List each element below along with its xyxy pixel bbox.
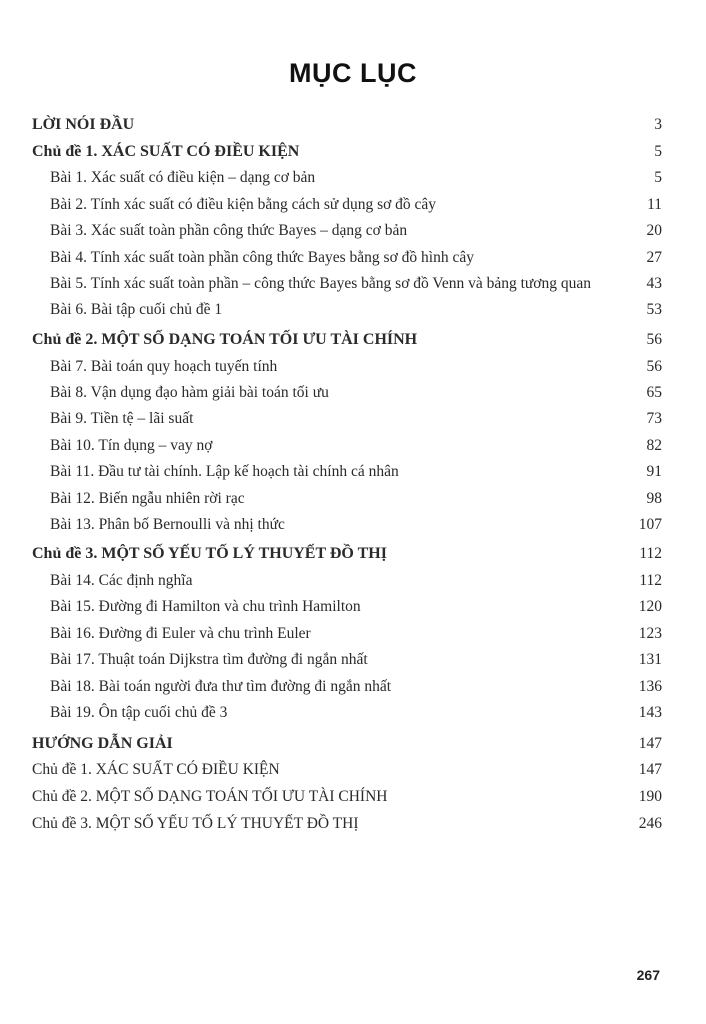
toc-entry [32,437,662,461]
toc-entry-page: 112 [639,572,662,589]
toc-entry-page: 43 [646,275,662,292]
toc-entry [32,196,662,220]
toc-entry-page: 5 [654,143,662,160]
toc-entry-title: Bài 9. Tiền tệ – lãi suất [50,410,194,427]
toc-entry-page: 20 [646,222,662,239]
toc-entry [32,545,662,569]
toc-entry [32,572,662,596]
toc-entry-page: 27 [646,249,662,266]
toc-entry-page: 112 [639,545,662,562]
toc-entry [32,463,662,487]
toc-entry [32,516,662,540]
toc-entry-title: HƯỚNG DẪN GIẢI [32,735,173,752]
toc-entry-page: 3 [654,116,662,133]
toc-entry-page: 91 [646,463,662,480]
toc-entry-page: 5 [654,169,662,186]
toc-entry-title: Bài 8. Vận dụng đạo hàm giải bài toán tối ưu [50,384,329,401]
toc-entry [32,275,662,299]
toc-entry [32,788,662,812]
toc-entry-title: Bài 13. Phân bố Bernoulli và nhị thức [50,516,285,533]
toc-entry [32,384,662,408]
toc-entry-title: Chủ đề 2. MỘT SỐ DẠNG TOÁN TỐI ƯU TÀI CHÍNH [32,331,418,348]
toc-entry [32,331,662,355]
toc-entry-page: 123 [638,625,662,642]
toc-entry-page: 73 [646,410,662,427]
toc-entry-title: Bài 14. Các định nghĩa [50,572,193,589]
toc-entry-title: Bài 19. Ôn tập cuối chủ đề 3 [50,704,228,721]
toc-entry-page: 107 [638,516,662,533]
toc-entry [32,249,662,273]
toc-entry-title: Bài 7. Bài toán quy hoạch tuyến tính [50,358,278,375]
toc-entry [32,598,662,622]
page-title: MỤC LỤC [289,58,417,88]
toc-entry [32,815,662,839]
toc-entry [32,625,662,649]
toc-entry [32,222,662,246]
toc-entry-title: Chủ đề 3. MỘT SỐ YẾU TỐ LÝ THUYẾT ĐỒ THỊ [32,545,387,562]
toc-entry-page: 53 [646,301,662,318]
toc-entry-title: LỜI NÓI ĐẦU [32,116,135,133]
toc-entry-page: 147 [638,735,662,752]
toc-entry [32,169,662,193]
toc-entry-title: Bài 16. Đường đi Euler và chu trình Euler [50,625,311,642]
toc-entry-page: 143 [638,704,662,721]
toc-entry-page: 11 [647,196,662,213]
toc-entry-page: 82 [646,437,662,454]
toc-entry-title: Chủ đề 3. MỘT SỐ YẾU TỐ LÝ THUYẾT ĐỒ THỊ [32,815,359,832]
toc-entry [32,143,662,167]
toc-entry [32,761,662,785]
toc-entry-page: 136 [638,678,662,695]
page-number: 267 [636,967,660,983]
toc-entry-title: Bài 18. Bài toán người đưa thư tìm đường đi ngắn nhất [50,678,392,695]
toc-entry-title: Chủ đề 1. XÁC SUẤT CÓ ĐIỀU KIỆN [32,143,300,160]
toc-entry-title: Bài 6. Bài tập cuối chủ đề 1 [50,301,223,318]
toc-entry [32,301,662,325]
toc-entry-page: 120 [638,598,662,615]
toc-entry-title: Bài 2. Tính xác suất có điều kiện bằng cách sử dụng sơ đồ cây [50,196,437,213]
toc-entry-title: Bài 15. Đường đi Hamilton và chu trình Hamilton [50,598,361,615]
toc-entry-page: 246 [638,815,662,832]
toc-entry-page: 131 [638,651,662,668]
toc-entry-page: 65 [646,384,662,401]
toc-entry-title: Chủ đề 2. MỘT SỐ DẠNG TOÁN TỐI ƯU TÀI CHÍNH [32,788,388,805]
toc-entry [32,678,662,702]
toc-entry-page: 98 [646,490,662,507]
toc-entry [32,490,662,514]
toc-entry-title: Bài 12. Biến ngẫu nhiên rời rạc [50,490,245,507]
toc-entry-title: Bài 1. Xác suất có điều kiện – dạng cơ bản [50,169,316,186]
toc-entry [32,704,662,728]
toc-entry-title: Bài 11. Đầu tư tài chính. Lập kế hoạch tài chính cá nhân [50,463,399,480]
toc-entry [32,358,662,382]
toc-entry [32,651,662,675]
toc-entry [32,410,662,434]
toc-entry-page: 147 [638,761,662,778]
toc-entry-title: Bài 17. Thuật toán Dijkstra tìm đường đi ngắn nhất [50,651,368,668]
toc-entry-title: Bài 3. Xác suất toàn phần công thức Bayes – dạng cơ bản [50,222,408,239]
toc-entry [32,116,662,140]
toc-entry-page: 56 [646,358,662,375]
toc-entry-page: 190 [638,788,662,805]
toc-entry-title: Bài 4. Tính xác suất toàn phần công thức Bayes bằng sơ đồ hình cây [50,249,474,266]
toc-entry-page: 56 [646,331,662,348]
toc-entry-title: Chủ đề 1. XÁC SUẤT CÓ ĐIỀU KIỆN [32,761,280,778]
toc-entry-title: Bài 10. Tín dụng – vay nợ [50,437,213,454]
toc-entry-title: Bài 5. Tính xác suất toàn phần – công thức Bayes bằng sơ đồ Venn và bảng tương quan [50,275,592,292]
toc-entry [32,735,662,759]
